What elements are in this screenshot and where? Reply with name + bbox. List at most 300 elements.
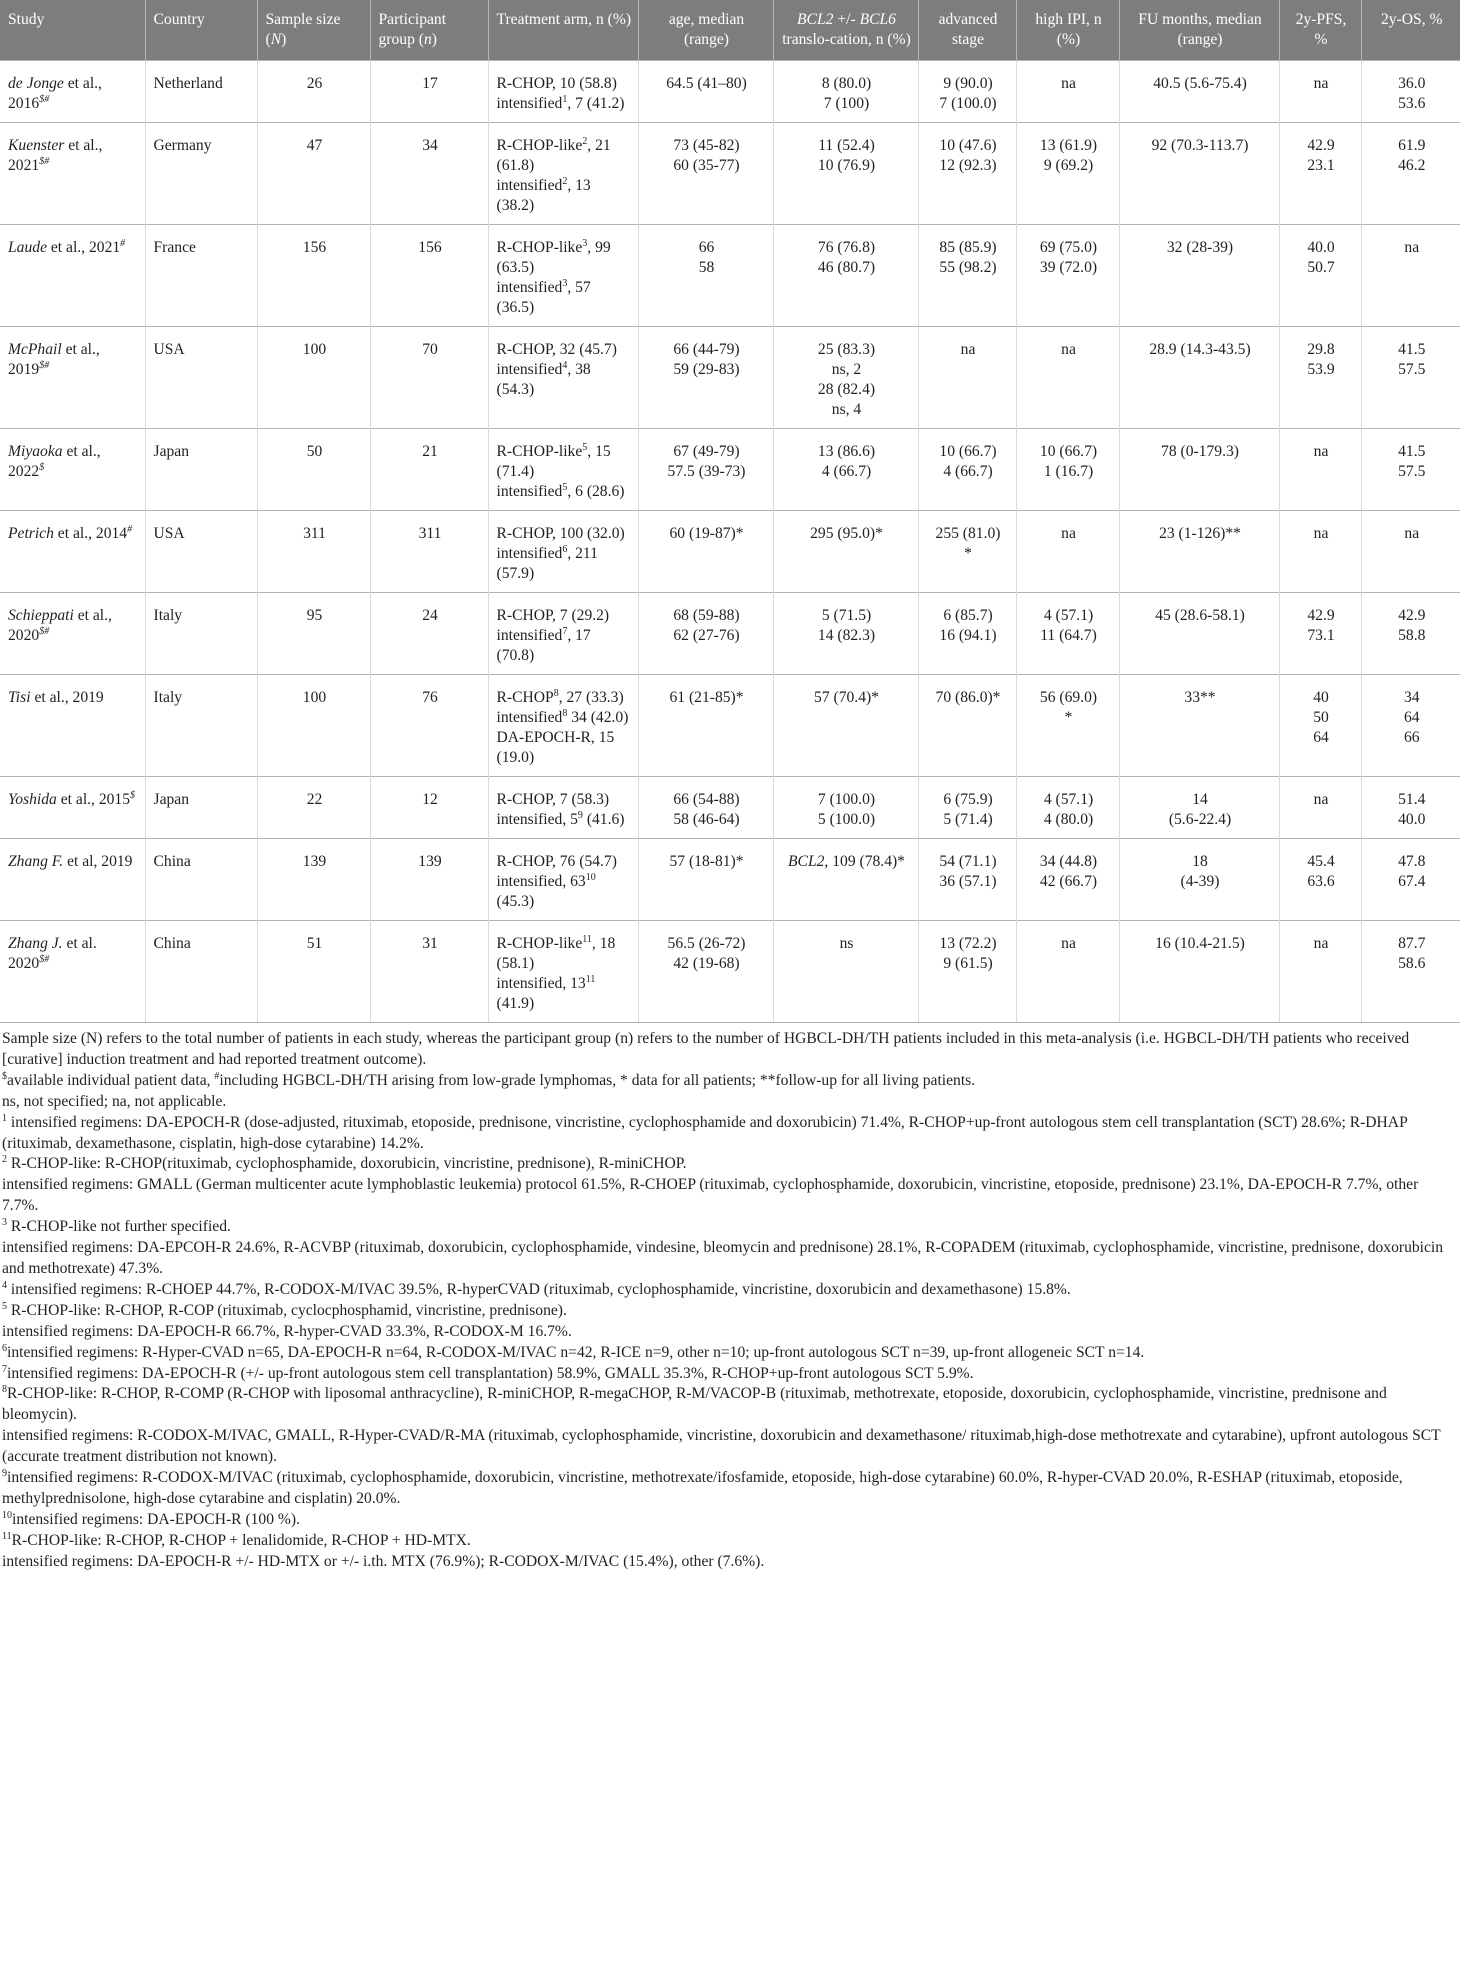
cell-line: ns xyxy=(839,935,854,952)
cell-treatment-arm xyxy=(488,123,638,225)
cell-line: (4-39) xyxy=(1180,873,1220,890)
cell-line: 45.4 xyxy=(1307,853,1335,870)
cell-high-ipi xyxy=(1016,61,1119,123)
cell-line: 63.6 xyxy=(1307,873,1335,890)
footnote xyxy=(2,1154,1458,1175)
treatment-text: R-CHOP, 32 (45.7) xyxy=(496,341,617,358)
footnote-ref: 8 xyxy=(562,707,568,719)
treatment-line xyxy=(497,524,632,544)
cell-bcl2-translocation xyxy=(773,777,918,839)
footnote xyxy=(2,1468,1458,1510)
treatment-text: intensified, 63 xyxy=(496,873,586,890)
cell-participant-group: 17 xyxy=(370,61,488,123)
study-marker: $ xyxy=(130,789,136,801)
table-row xyxy=(0,123,1460,225)
cell-sample-size: 156 xyxy=(257,225,370,327)
cell-line: 40.0 xyxy=(1307,239,1335,256)
footnote-ref: 9 xyxy=(577,809,583,821)
cell-line: 4 (66.7) xyxy=(821,463,872,480)
cell-study xyxy=(0,675,145,777)
treatment-text: R-CHOP, 7 (29.2) xyxy=(496,607,610,624)
cell-fu-months xyxy=(1119,61,1279,123)
cell-line: 60 (35-77) xyxy=(673,157,740,174)
cell-line: 40.5 (5.6-75.4) xyxy=(1153,75,1247,92)
cell-age xyxy=(638,675,773,777)
cell-participant-group: 34 xyxy=(370,123,488,225)
cell-fu-months xyxy=(1119,429,1279,511)
study-year: et al., 2016 xyxy=(8,75,102,112)
cell-advanced-stage xyxy=(918,777,1016,839)
study-author: Zhang F. xyxy=(8,853,64,870)
footnote-text: R-CHOP-like: R-CHOP, R-CHOP + lenalidomide, R-CHOP + HD-MTX. xyxy=(11,1531,471,1549)
header-study: Study xyxy=(0,0,145,61)
cell-country: USA xyxy=(145,327,257,429)
footnote-text: ns, not specified; na, not applicable. xyxy=(2,1092,227,1110)
footnote-marker: 10 xyxy=(2,1509,12,1521)
cell-line: 14 (82.3) xyxy=(817,627,876,644)
header-2y-os: 2y-OS, % xyxy=(1361,0,1460,61)
cell-age xyxy=(638,777,773,839)
cell-line: 57.5 (39-73) xyxy=(667,463,746,480)
cell-high-ipi xyxy=(1016,225,1119,327)
study-author: Miyaoka xyxy=(8,443,63,460)
cell-country: Germany xyxy=(145,123,257,225)
footnote-ref: 5 xyxy=(562,481,568,493)
cell-line: 42.9 xyxy=(1307,607,1335,624)
cell-2y-os xyxy=(1361,839,1460,921)
cell-age xyxy=(638,511,773,593)
treatment-text: intensified xyxy=(496,177,563,194)
cell-line: na xyxy=(1061,525,1076,542)
footnote-ref: 11 xyxy=(582,933,592,945)
footnote xyxy=(2,1301,1458,1322)
cell-country: USA xyxy=(145,511,257,593)
treatment-text: , 6 (28.6) xyxy=(567,483,625,500)
cell-line: 58.8 xyxy=(1398,627,1426,644)
footnote-ref: 7 xyxy=(562,625,568,637)
footnote-ref: 5 xyxy=(582,441,588,453)
header-2y-pfs: 2y-PFS, % xyxy=(1279,0,1361,61)
treatment-text: , 21 (61.8) xyxy=(496,137,611,174)
study-marker: # xyxy=(120,237,126,249)
study-year: et al. 2020 xyxy=(8,935,97,972)
cell-country: Netherland xyxy=(145,61,257,123)
treatment-text: R-CHOP, 7 (58.3) xyxy=(496,791,610,808)
cell-participant-group: 139 xyxy=(370,839,488,921)
cell-line: 41.5 xyxy=(1398,443,1426,460)
treatment-text: intensified xyxy=(496,483,563,500)
study-author: McPhail xyxy=(8,341,62,358)
cell-line: 32 (28-39) xyxy=(1166,239,1234,256)
footnote-text: including HGBCL-DH/TH arising from low-grade lymphomas, * data for all patients; **follow-up for all living patients. xyxy=(219,1071,976,1089)
cell-line: 68 (59-88) xyxy=(673,607,740,624)
cell-fu-months xyxy=(1119,921,1279,1023)
cell-2y-pfs xyxy=(1279,777,1361,839)
treatment-text: , 15 (71.4) xyxy=(496,443,611,480)
cell-line: 50.7 xyxy=(1307,259,1335,276)
cell-line: (5.6-22.4) xyxy=(1168,811,1232,828)
study-marker: $# xyxy=(39,93,50,105)
cell-bcl2-translocation xyxy=(773,327,918,429)
footnote-ref: 1 xyxy=(562,93,568,105)
study-year: et al., 2021 xyxy=(8,137,103,174)
footnote-text: R-CHOP-like: R-CHOP(rituximab, cyclophosphamide, doxorubicin, vincristine, prednisone), R-miniCHOP. xyxy=(7,1155,687,1173)
treatment-line xyxy=(497,626,632,666)
treatment-text: , 18 (58.1) xyxy=(496,935,616,972)
treatment-line xyxy=(497,790,632,810)
cell-line: 66 (44-79) xyxy=(673,341,740,358)
treatment-text: R-CHOP-like xyxy=(496,443,583,460)
cell-treatment-arm xyxy=(488,429,638,511)
study-year: et al., 2020 xyxy=(8,607,112,644)
cell-age xyxy=(638,327,773,429)
cell-participant-group: 311 xyxy=(370,511,488,593)
footnote-text: intensified regimens: R-CHOEP 44.7%, R-CODOX-M/IVAC 39.5%, R-hyperCVAD (rituximab, cyclophosphamide, vincristine, doxorubicin and dexamethasone) 15.8%. xyxy=(7,1280,1071,1298)
cell-country: France xyxy=(145,225,257,327)
cell-line: 59 (29-83) xyxy=(673,361,740,378)
cell-line: 6 (75.9) xyxy=(943,791,993,808)
footnote-text: R-CHOP-like: R-CHOP, R-COP (rituximab, cyclocphosphamid, vincristine, prednisone). xyxy=(7,1301,567,1319)
cell-line: 10 (66.7) xyxy=(1039,443,1098,460)
footnote-marker: 7 xyxy=(2,1363,7,1375)
cell-line: 67.4 xyxy=(1398,873,1426,890)
cell-line: 51.4 xyxy=(1398,791,1426,808)
treatment-text: (41.6) xyxy=(582,811,625,828)
footnote-text: intensified regimens: DA-EPOCH-R 66.7%, R-hyper-CVAD 33.3%, R-CODOX-M 16.7%. xyxy=(2,1322,572,1340)
cell-age xyxy=(638,429,773,511)
cell-sample-size: 47 xyxy=(257,123,370,225)
cell-2y-os xyxy=(1361,123,1460,225)
cell-age xyxy=(638,61,773,123)
cell-treatment-arm xyxy=(488,593,638,675)
cell-line: 1 (16.7) xyxy=(1043,463,1094,480)
cell-line: 5 (71.5) xyxy=(821,607,872,624)
cell-line: 7 (100.0) xyxy=(817,791,876,808)
cell-high-ipi xyxy=(1016,327,1119,429)
cell-2y-pfs xyxy=(1279,921,1361,1023)
treatment-line xyxy=(497,136,632,176)
cell-fu-months xyxy=(1119,593,1279,675)
cell-bcl2-translocation xyxy=(773,675,918,777)
footnote xyxy=(2,1322,1458,1343)
study-year: et al, 2019 xyxy=(63,853,133,870)
cell-2y-os xyxy=(1361,593,1460,675)
cell-line: 76 (76.8) xyxy=(817,239,876,256)
cell-advanced-stage xyxy=(918,921,1016,1023)
treatment-text: DA-EPOCH-R, 15 (19.0) xyxy=(496,729,615,766)
treatment-text: R-CHOP, 100 (32.0) xyxy=(496,525,625,542)
header-fu-months: FU months, median (range) xyxy=(1119,0,1279,61)
cell-2y-pfs xyxy=(1279,61,1361,123)
cell-line: 42 (19-68) xyxy=(673,955,740,972)
cell-study xyxy=(0,61,145,123)
study-author: Tisi xyxy=(8,689,31,706)
cell-line: 8 (80.0) xyxy=(821,75,872,92)
footnote xyxy=(2,1113,1458,1155)
cell-country: Italy xyxy=(145,675,257,777)
cell-line: 46.2 xyxy=(1398,157,1426,174)
cell-line: 58 xyxy=(698,259,715,276)
cell-sample-size: 311 xyxy=(257,511,370,593)
cell-2y-os xyxy=(1361,61,1460,123)
cell-sample-size: 22 xyxy=(257,777,370,839)
cell-country: Japan xyxy=(145,777,257,839)
cell-line: 66 xyxy=(698,239,715,256)
cell-line: 70 (86.0)* xyxy=(935,689,1001,706)
cell-participant-group: 21 xyxy=(370,429,488,511)
treatment-line xyxy=(497,176,632,216)
table-row xyxy=(0,61,1460,123)
cell-country: China xyxy=(145,921,257,1023)
cell-participant-group: 156 xyxy=(370,225,488,327)
treatment-line xyxy=(497,482,632,502)
cell-high-ipi xyxy=(1016,429,1119,511)
cell-2y-os xyxy=(1361,225,1460,327)
footnote-marker: 11 xyxy=(2,1530,12,1542)
cell-line: na xyxy=(1404,525,1420,542)
cell-line: 7 (100.0) xyxy=(939,95,997,112)
treatment-line xyxy=(497,934,632,974)
footnote xyxy=(2,1531,1458,1552)
cell-2y-os xyxy=(1361,429,1460,511)
cell-advanced-stage xyxy=(918,327,1016,429)
cell-line: na xyxy=(1061,341,1076,358)
table-row xyxy=(0,429,1460,511)
footnote-text: intensified regimens: DA-EPOCH-R (dose-adjusted, rituximab, etoposide, prednisone, vincristine, cyclophosphamide and doxorubicin) 71.4%, R-CHOP+up-front autologous stem cell transplantation (SCT) 28.6%; R-DHAP (rituximab, dexamethasone, cisplatin, high-dose cytarabine) 14.2%. xyxy=(2,1113,1408,1152)
cell-line: 58.6 xyxy=(1398,955,1426,972)
footnote xyxy=(2,1238,1458,1280)
treatment-line xyxy=(497,74,632,94)
footnote xyxy=(2,1280,1458,1301)
header-country: Country xyxy=(145,0,257,61)
cell-line: 61 (21-85)* xyxy=(669,689,744,706)
cell-line: 13 (86.6) xyxy=(817,443,876,460)
treatment-text: intensified xyxy=(496,545,563,562)
footnote-text: intensified regimens: DA-EPOCH-R +/- HD-MTX or +/- i.th. MTX (76.9%); R-CODOX-M/IVAC (15.4%), other (7.6%). xyxy=(2,1552,765,1570)
treatment-text: R-CHOP-like xyxy=(496,935,583,952)
cell-line: 54 (71.1) xyxy=(939,853,997,870)
cell-high-ipi xyxy=(1016,511,1119,593)
cell-advanced-stage xyxy=(918,675,1016,777)
treatment-text: , 7 (41.2) xyxy=(567,95,625,112)
footnote-text: intensified regimens: DA-EPCOH-R 24.6%, R-ACVBP (rituximab, doxorubicin, cyclophosphamide, vindesine, bleomycin and prednisone) 28.1%, R-COPADEM (rituximab, cyclophosphamide, vincristine, prednisone, doxorubicin and methotrexate) 47.3%. xyxy=(2,1239,1444,1277)
cell-line: 255 (81.0) xyxy=(935,525,1001,542)
cell-2y-pfs xyxy=(1279,429,1361,511)
cell-line: 5 (100.0) xyxy=(817,811,876,828)
cell-bcl2-translocation xyxy=(773,593,918,675)
cell-2y-pfs xyxy=(1279,123,1361,225)
cell-line: 64 xyxy=(1313,729,1329,746)
cell-line: 42.9 xyxy=(1398,607,1426,624)
treatment-line xyxy=(497,688,632,708)
cell-study xyxy=(0,511,145,593)
footnote-text: available individual patient data, xyxy=(7,1071,215,1089)
table-row xyxy=(0,593,1460,675)
cell-high-ipi xyxy=(1016,593,1119,675)
study-author: de Jonge xyxy=(8,75,64,92)
cell-advanced-stage xyxy=(918,123,1016,225)
cell-line: 4 (57.1) xyxy=(1043,607,1094,624)
cell-study xyxy=(0,123,145,225)
footnote-marker: 1 xyxy=(2,1112,7,1124)
cell-line: 39 (72.0) xyxy=(1039,259,1098,276)
cell-2y-pfs xyxy=(1279,511,1361,593)
cell-study xyxy=(0,921,145,1023)
treatment-text: intensified xyxy=(496,361,563,378)
cell-age xyxy=(638,839,773,921)
footnote-text: intensified regimens: GMALL (German multicenter acute lymphoblastic leukemia) protocol 61.5%, R-CHOEP (rituximab, cyclophosphamide, doxorubicin, vincristine, etoposide, prednisone) 23.1%, DA-EPOCH-R 7.7%, other 7.7%. xyxy=(2,1176,1419,1215)
cell-line: 50 xyxy=(1313,709,1329,726)
treatment-line xyxy=(497,606,632,626)
cell-treatment-arm xyxy=(488,327,638,429)
cell-line: 57 (18-81)* xyxy=(669,853,744,870)
cell-2y-os xyxy=(1361,777,1460,839)
cell-study xyxy=(0,225,145,327)
footnote-marker: 6 xyxy=(2,1342,7,1354)
footnote xyxy=(2,1343,1458,1364)
footnote-text: R-CHOP-like: R-CHOP, R-COMP (R-CHOP with liposomal anthracycline), R-miniCHOP, R-megaCHOP, R-M/VACOP-B (rituximab, methotrexate, etoposide, doxorubicin, cyclophosphamide, vincristine, prednisone and bleomycin). xyxy=(2,1385,1387,1424)
study-marker: # xyxy=(127,523,133,535)
cell-line: 57 (70.4)* xyxy=(814,689,879,706)
cell-advanced-stage xyxy=(918,429,1016,511)
study-author: Petrich xyxy=(8,525,54,542)
cell-advanced-stage xyxy=(918,839,1016,921)
cell-line: 18 xyxy=(1192,853,1208,870)
cell-line: 4 (57.1) xyxy=(1043,791,1094,808)
treatment-text: R-CHOP-like xyxy=(496,137,583,154)
footnote xyxy=(2,1552,1458,1573)
cell-line: 73 (45-82) xyxy=(673,137,740,154)
study-author: Zhang J. xyxy=(8,935,63,952)
table-row xyxy=(0,675,1460,777)
cell-treatment-arm xyxy=(488,839,638,921)
cell-line: na xyxy=(1404,239,1420,256)
cell-line: na xyxy=(1313,935,1329,952)
treatment-text: , 13 (38.2) xyxy=(496,177,591,214)
treatment-text: , 211 (57.9) xyxy=(496,545,598,582)
cell-line: 55 (98.2) xyxy=(939,259,997,276)
cell-line: 10 (47.6) xyxy=(939,137,997,154)
cell-line: 11 (64.7) xyxy=(1040,627,1097,644)
cell-line: 78 (0-179.3) xyxy=(1161,443,1239,460)
cell-line: 5 (71.4) xyxy=(943,811,993,828)
header-bcl2-translocation: BCL2 +/- BCL6 translo-cation, n (%) xyxy=(773,0,918,61)
cell-line: na xyxy=(1061,75,1076,92)
cell-age xyxy=(638,123,773,225)
study-year: et al., 2022 xyxy=(8,443,101,480)
cell-line: 28 (82.4) xyxy=(817,381,876,398)
study-marker: $ xyxy=(39,461,45,473)
cell-line: 69 (75.0) xyxy=(1039,239,1098,256)
cell-fu-months xyxy=(1119,839,1279,921)
cell-line: 64.5 (41–80) xyxy=(666,75,747,92)
footnote-ref: 4 xyxy=(562,359,568,371)
footnote-ref: 10 xyxy=(585,871,596,883)
header-treatment-arm: Treatment arm, n (%) xyxy=(488,0,638,61)
gene-name: BCL2 xyxy=(788,853,825,870)
cell-bcl2-translocation xyxy=(773,511,918,593)
cell-country: China xyxy=(145,839,257,921)
treatment-line xyxy=(497,708,632,728)
cell-line: na xyxy=(1313,443,1329,460)
cell-line: 42 (66.7) xyxy=(1039,873,1098,890)
study-author: Schieppati xyxy=(8,607,74,624)
cell-treatment-arm xyxy=(488,61,638,123)
treatment-text: (45.3) xyxy=(496,893,535,910)
cell-country: Japan xyxy=(145,429,257,511)
cell-line: 29.8 xyxy=(1307,341,1335,358)
header-high-ipi: high IPI, n (%) xyxy=(1016,0,1119,61)
treatment-line xyxy=(497,852,632,872)
treatment-text: , 27 (33.3) xyxy=(558,689,624,706)
header-sample-size: Sample size (N) xyxy=(257,0,370,61)
treatment-text: intensified xyxy=(496,279,563,296)
treatment-line xyxy=(497,360,632,400)
cell-bcl2-translocation xyxy=(773,61,918,123)
footnote-text: Sample size (N) refers to the total number of patients in each study, whereas the participant group (n) refers to the number of HGBCL-DH/TH patients included in this meta-analysis (i.e. HGBCL-DH/TH patients who received [curative] induction treatment and had reported treatment outcome). xyxy=(2,1030,1410,1068)
cell-sample-size: 139 xyxy=(257,839,370,921)
cell-line: na xyxy=(960,341,976,358)
cell-line: 34 (44.8) xyxy=(1039,853,1098,870)
footnote-text: intensified regimens: R-CODOX-M/IVAC, GMALL, R-Hyper-CVAD/R-MA (rituximab, cyclophosphamide, vincristine, doxorubicin and dexamethasone/ rituximab,high-dose methotrexate and cytarabine), upfront autologous SCT (accurate treatment distribution not known). xyxy=(2,1427,1441,1466)
cell-line: 11 (52.4) xyxy=(818,137,875,154)
footnote-ref: 2 xyxy=(562,175,568,187)
cell-line: 62 (27-76) xyxy=(673,627,740,644)
footnote-text: R-CHOP-like not further specified. xyxy=(7,1218,231,1236)
treatment-text: intensified xyxy=(496,627,563,644)
footnote-text: intensified regimens: DA-EPOCH-R (+/- up-front autologous stem cell transplantation) 58.9%, GMALL 35.3%, R-CHOP+up-front autologous SCT 5.9%. xyxy=(7,1364,974,1382)
footnote-marker: $ xyxy=(2,1070,7,1082)
cell-line: 56 (69.0) xyxy=(1039,689,1098,706)
study-marker: $# xyxy=(39,155,50,167)
cell-line: 4 (66.7) xyxy=(943,463,993,480)
cell-high-ipi xyxy=(1016,777,1119,839)
treatment-text: intensified, 5 xyxy=(496,811,578,828)
header-age: age, median (range) xyxy=(638,0,773,61)
study-year: et al., 2015 xyxy=(56,791,131,808)
study-author: Laude xyxy=(8,239,47,256)
cell-line: 10 (66.7) xyxy=(939,443,997,460)
treatment-text: R-CHOP xyxy=(496,689,554,706)
treatment-text: R-CHOP, 76 (54.7) xyxy=(496,853,617,870)
header-advanced-stage: advanced stage xyxy=(918,0,1016,61)
cell-high-ipi xyxy=(1016,675,1119,777)
table-header-row xyxy=(0,0,1460,61)
cell-line: 9 (90.0) xyxy=(943,75,993,92)
treatment-line xyxy=(497,340,632,360)
cell-line: na xyxy=(1313,75,1329,92)
cell-line: 61.9 xyxy=(1398,137,1426,154)
cell-high-ipi xyxy=(1016,839,1119,921)
cell-advanced-stage xyxy=(918,593,1016,675)
footnote xyxy=(2,1384,1458,1426)
treatment-line xyxy=(497,94,632,114)
footnote xyxy=(2,1510,1458,1531)
cell-line: 58 (46-64) xyxy=(673,811,740,828)
cell-line: 10 (76.9) xyxy=(817,157,876,174)
footnote-marker: 9 xyxy=(2,1467,7,1479)
footnote-text: intensified regimens: R-CODOX-M/IVAC (rituximab, cyclophosphamide, doxorubicin, vincristine, methotrexate/ifosfamide, etoposide, high-dose cytarabine) 60.0%, R-hyper-CVAD 20.0%, R-ESHAP (rituximab, etoposide, methylprednisolone, high-dose cytarabine and cisplatin) 20.0%. xyxy=(2,1469,1403,1507)
header-participant-group: Participant group (n) xyxy=(370,0,488,61)
cell-fu-months xyxy=(1119,511,1279,593)
cell-line: ns, 2 xyxy=(831,361,862,378)
cell-line: 53.9 xyxy=(1307,361,1335,378)
treatment-line xyxy=(497,238,632,278)
footnote-marker: # xyxy=(214,1070,220,1082)
table-row xyxy=(0,921,1460,1023)
cell-line: BCL2, 109 (78.4)* xyxy=(788,853,905,870)
cell-participant-group: 31 xyxy=(370,921,488,1023)
